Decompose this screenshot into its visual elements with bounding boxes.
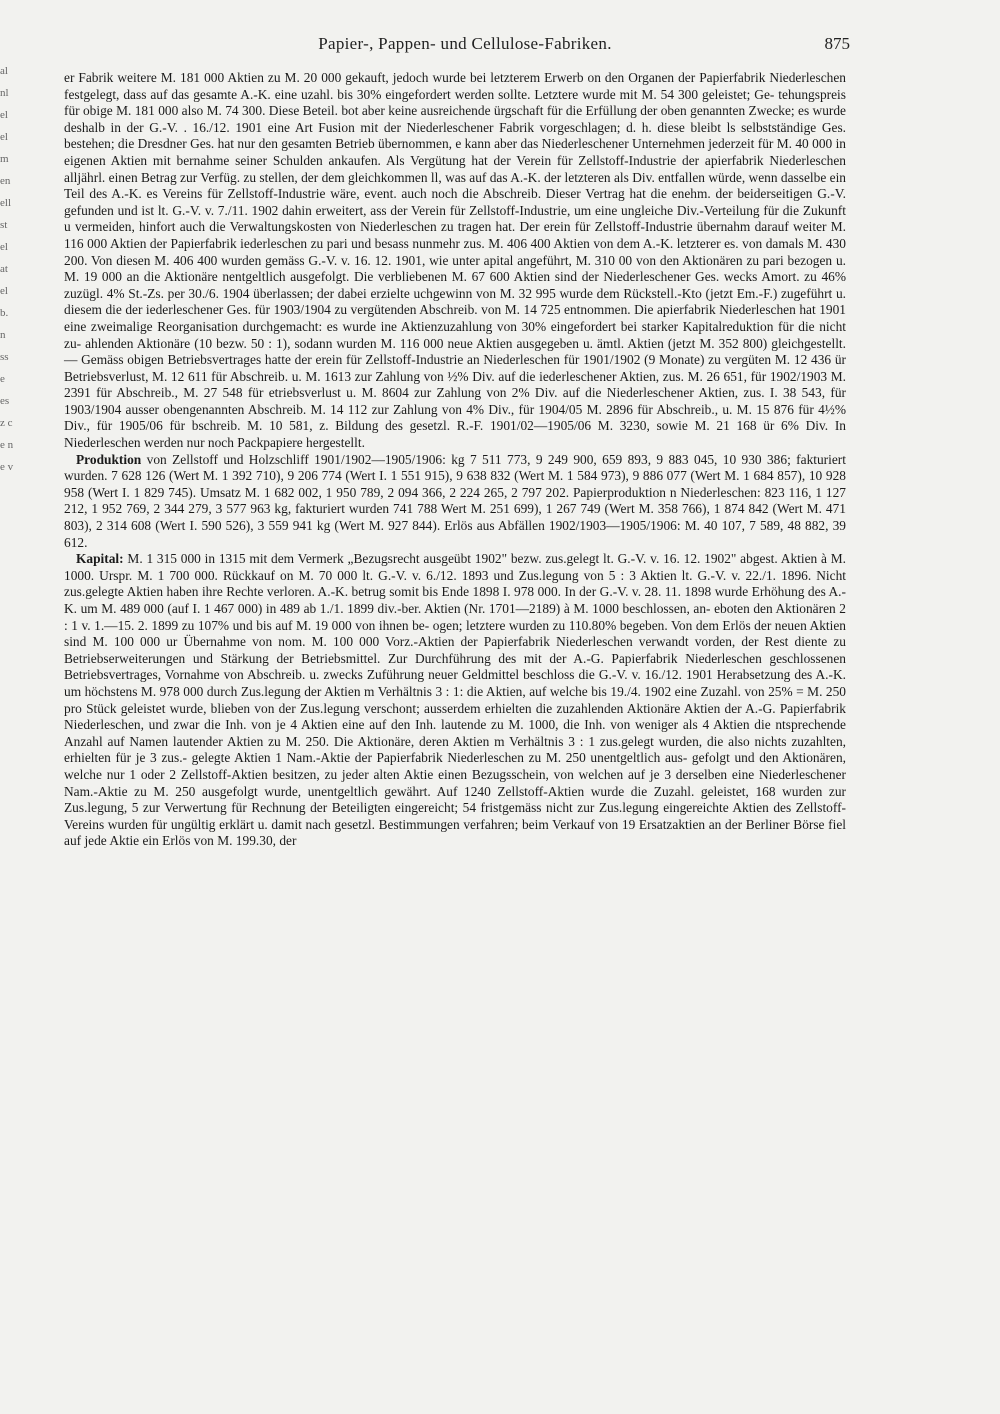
running-title: Papier-, Pappen- und Cellulose-Fabriken. [318, 34, 612, 53]
capital-text: M. 1 315 000 in 1315 mit dem Vermerk „Bezugsrecht ausgeübt 1902" bezw. zus.gelegt lt. G.-V. v. 16. 12. 1902" abgest. Aktien à M. 1000. Urspr. M. 1 700 000. Rückkauf on M. 70 000 lt. G.-V. v. 6./12. 1893 und Zus.legung von 5 : 3 Aktien lt. G.-V. v. 22./1. 1896. Nicht zus.gelegte Aktien haben ihre Rechte verloren. A.-K. betrug somit bis Ende 1898 I. 978 000. In der G.-V. v. 28. 11. 1898 wurde Erhöhung des A.-K. um M. 489 000 (auf I. 1 467 000) in 489 ab 1./1. 1899 div.-ber. Aktien (Nr. 1701—2189) à M. 1000 beschlossen, an- eboten den Aktionären 2 : 1 v. 1.—15. 2. 1899 zu 107% und bis auf M. 19 000 von ihnen be- ogen; letztere wurden zu 110.80% begeben. Von dem Erlös der neuen Aktien sind M. 100 000 ur Übernahme von nom. M. 100 000 Vorz.-Aktien der Papierfabrik Niederleschen verwandt vorden, der Rest diente zu Betriebserweiterungen und Stärkung der Betriebsmittel. Zur Durchführung des mit der A.-G. Papierfabrik Niederleschen geschlossenen Betriebsvertrages, Vornahme von Abschreib. u. zwecks Zuführung neuer Geldmittel beschloss die G.-V. v. 16./12. 1901 Herabsetzung des A.-K. um höchstens M. 978 000 durch Zus.legung der Aktien m Verhältnis 3 : 1: die Aktien, auf welche bis 19./4. 1902 eine Zuzahl. von 25% = M. 250 pro Stück geleistet wurde, blieben von der Zus.legung verschont; ausserdem erhielten die zuzahlenden Aktionäre Aktien der A.-G. Papierfabrik Niederleschen, und zwar die Inh. von je 4 Aktien eine auf den Inh. lautende zu M. 1000, die Inh. von weniger als 4 Aktien die ntsprechende Anzahl auf Namen lautender Aktien zu M. 250. Die Aktionäre, deren Aktien m Verhältnis 3 : 1 zus.gelegt wurden, die also nichts zuzahlten, erhielten für je 3 zus.- gelegte Aktien 1 Nam.-Aktie der Papierfabrik Niederleschen zu M. 250 unentgeltlich aus- gefolgt und den Aktionären, welche nur 1 oder 2 Zellstoff-Aktien besitzen, zu jeder alten Aktie einen Bezugsschein, von welchen auf je 3 derselben eine Niederleschener Nam.-Aktie zu M. 250 ausgefolgt wurde, unentgeltlich gewährt. Auf 1240 Zellstoff-Aktien wurde die Zuzahl. geleistet, 168 wurden zur Zus.legung, 5 zur Verwertung für Rechnung der Beteiligten eingereicht; 54 fristgemäss nicht zur Zus.legung eingereichte Aktien des Zellstoff-Vereins wurden für ungültig erklärt u. damit nach gesetzl. Bestimmungen verfahren; beim Verkauf von 19 Ersatzaktien an der Berliner Börse fiel auf jede Aktie ein Erlös von M. 199.30, der [64, 551, 846, 849]
production-text: von Zellstoff und Holzschliff 1901/1902—1905/1906: kg 7 511 773, 9 249 900, 659 893, 9 883 045, 10 930 386; fakturiert wurden. 7 628 126 (Wert M. 1 392 710), 9 206 774 (Wert I. 1 551 915), 9 638 832 (Wert M. 1 584 973), 9 886 077 (Wert M. 1 684 857), 10 928 958 (Wert I. 1 829 745). Umsatz M. 1 682 002, 1 950 789, 2 094 366, 2 224 265, 2 797 202. Papierproduktion n Niederleschen: 823 116, 1 127 212, 1 952 769, 2 344 279, 3 577 963 kg, fakturiert wurden 741 788 Wert M. 251 699), 1 267 749 (Wert M. 358 766), 1 874 842 (Wert M. 471 803), 2 314 608 (Wert I. 590 526), 3 559 941 kg (Wert M. 927 844). Erlös aus Abfällen 1902/1903—1905/1906: M. 40 107, 7 589, 48 882, 39 612. [64, 451, 846, 550]
page-number: 875 [824, 34, 850, 53]
page-body [64, 70, 846, 850]
capital-section [64, 551, 846, 850]
capital-label: Kapital: [76, 551, 124, 567]
left-margin-fragments: al nl el el m en ell st el at el b. n ss e es z c e n e v [0, 65, 14, 473]
body-paragraph-continuation: er Fabrik weitere M. 181 000 Aktien zu M. 20 000 gekauft, jedoch wurde bei letzterem Erwerb on den Organen der Papierfabrik Niederleschen festgelegt, dass auf das gesamte A.-K. eine uzahl. bis 30% eingefordert werden sollte. Letztere wurde mit M. 54 300 geleistet; Ge- tehungspreis für obige M. 181 000 also M. 74 300. Diese Beteil. bot aber keine ausreichende ürgschaft für die Erfüllung der oben genannten Zwecke; es wurde deshalb in der G.-V. . 16./12. 1901 eine Art Fusion mit der Niederleschener Fabrik vorgeschlagen; d. h. diese bleibt ls selbstständige Ges. bestehen; die Dresdner Ges. hat nur den gesamten Betrieb übernommen, e kann aber das Niederleschener Unternehmen jederzeit für M. 40 000 in eigenen Aktien mit bernahme seiner Schulden ankaufen. Als Vergütung hat der Verein für Zellstoff-Industrie der apierfabrik Niederleschen alljährl. einen Betrag zur Verfüg. zu stellen, der dem gleichkommen ll, was auf das A.-K. der letzteren als Div. entfallen würde, wenn dasselbe ein Teil des A.-K. es Vereins für Zellstoff-Industrie wäre, event. auch noch die Abschreib. Dieser Vertrag hat die enehm. der beiderseitigen G.-V. gefunden und ist lt. G.-V. v. 7./11. 1902 dahin erweitert, ass der Verein für Zellstoff-Industrie, um eine ungleiche Div.-Verteilung für die Zukunft u vermeiden, hinfort auch die Verwaltungskosten von Niederleschen zu tragen hat. Der erein für Zellstoff-Industrie übernahm darauf weiter M. 116 000 Aktien der Papierfabrik iederleschen zu pari und besass nunmehr zus. M. 406 400 Aktien von dem A.-K. letzterer es. von damals M. 430 200. Von diesen M. 406 400 wurden gemäss G.-V. v. 16. 12. 1901, wie unter apital angeführt, M. 310 00 von den Aktionären zu pari bezogen u. M. 19 000 an die Aktionäre nentgeltlich ausgefolgt. Die verbliebenen M. 67 600 Aktien sind der Niederleschener Ges. wecks Amort. zu 46% zuzügl. 4% St.-Zs. per 30./6. 1904 überlassen; der dabei erzielte uchgewinn von M. 32 995 wurde dem Rückstell.-Kto (jetzt Em.-F.) zugeführt u. diesem die der iederleschener Ges. für 1903/1904 zu vergütenden Abschreib. von M. 14 725 entnommen. Die apierfabrik Niederleschen hat 1901 eine zweimalige Reorganisation durchgemacht: es wurde ine Aktienzuzahlung von 30% eingefordert bei starker Kapitalreduktion für die nicht zu- ahlenden Aktionäre (10 bezw. 50 : 1), sodann wurden M. 116 000 neue Aktien ausgegeben u. ämtl. Aktien (jetzt M. 352 800) gleichgestellt. — Gemäss obigen Betriebsvertrages hatte der erein für Zellstoff-Industrie an Niederleschen für 1901/1902 (9 Monate) zu vergüten M. 12 436 ür Betriebsverlust, M. 12 611 für Abschreib. u. M. 1613 zur Zahlung von ½% Div. auf die iederleschener Aktien, zus. M. 26 651, für 1902/1903 M. 2391 für Abschreib., M. 27 548 für etriebsverlust u. M. 8604 zur Zahlung von 2% Div. auf die Niederleschener Aktien, zus. I. 38 543, für 1903/1904 ausser obengenannten Abschreib. M. 14 112 zur Zahlung von 4% Div., für 1904/05 M. 2896 für Abschreib., u. M. 15 876 für 4½% Div., für 1905/06 für bschreib. M. 10 581, z. Bildung des gesetzl. R.-F. 1901/02—1905/06 M. 3230, sowie M. 21 168 ür 6% Div. In Niederleschen werden nur noch Packpapiere hergestellt. [64, 70, 846, 451]
production-label: Produktion [76, 451, 142, 467]
page-header [80, 34, 850, 56]
production-section [64, 452, 846, 552]
